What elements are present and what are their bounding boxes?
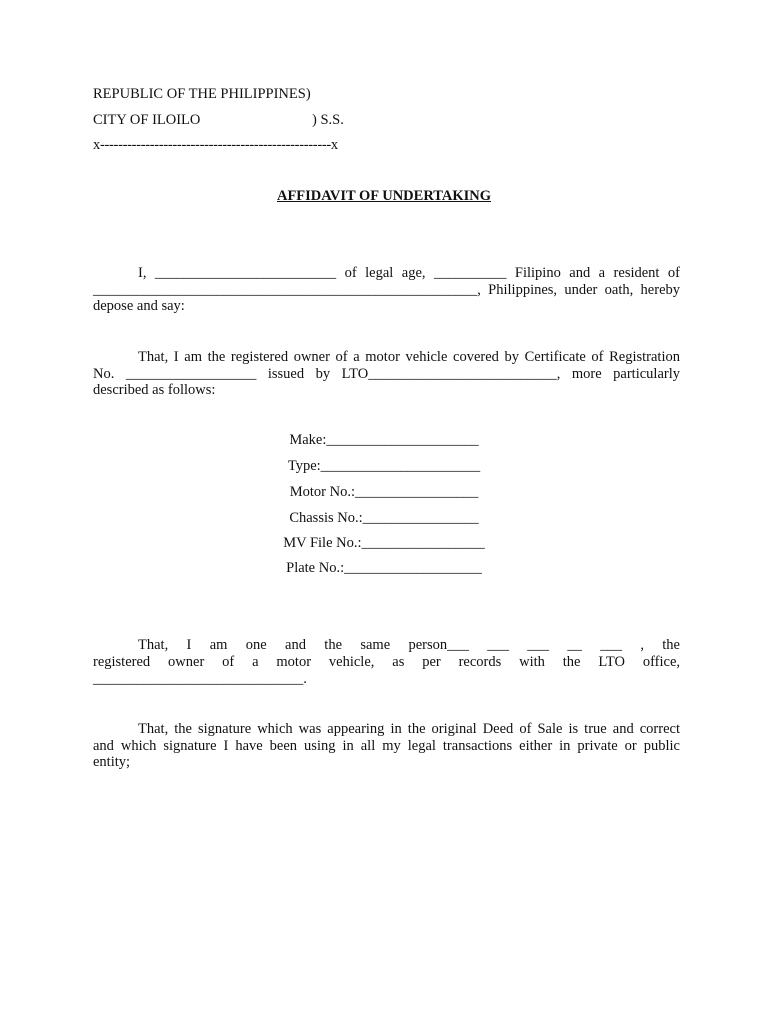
paragraph2-line1: That, I am the registered owner of a motor vehicle covered by Certificate of Registration	[138, 349, 680, 365]
document-title: AFFIDAVIT OF UNDERTAKING	[276, 188, 492, 204]
field-mv-file-no: MV File No.:_________________	[283, 535, 485, 551]
paragraph2-line2: No. __________________ issued by LTO__________________________, more particularly	[93, 366, 680, 382]
field-type: Type:______________________	[287, 458, 481, 474]
field-plate-no: Plate No.:___________________	[286, 560, 482, 576]
paragraph1-line2: _____________________________________________________, Philippines, under oath, hereby	[93, 282, 680, 298]
paragraph3-line3: _____________________________.	[93, 671, 307, 687]
paragraph4-line2: and which signature I have been using in all my legal transactions either in private or public	[93, 738, 680, 754]
paragraph3-line2: registered owner of a motor vehicle, as per records with the LTO office,	[93, 654, 680, 670]
field-motor-no: Motor No.:_________________	[289, 484, 479, 500]
paragraph2-line3: described as follows:	[93, 382, 216, 398]
field-make: Make:_____________________	[289, 432, 479, 448]
paragraph3-line1: That, I am one and the same person___ ___ ___ __ ___ , the	[138, 637, 680, 653]
header-city: CITY OF ILOILO	[93, 112, 201, 128]
field-chassis-no: Chassis No.:________________	[289, 510, 479, 526]
paragraph4-line3: entity;	[93, 754, 131, 770]
header-ss: ) S.S.	[312, 112, 344, 128]
header-separator: x---------------------------------------------------x	[93, 137, 338, 153]
paragraph4-line1: That, the signature which was appearing in the original Deed of Sale is true and correct	[138, 721, 680, 737]
paragraph1-line3: depose and say:	[93, 298, 185, 314]
header-republic: REPUBLIC OF THE PHILIPPINES)	[93, 86, 311, 102]
paragraph1-line1: I, _________________________ of legal age, __________ Filipino and a resident of	[138, 265, 680, 281]
